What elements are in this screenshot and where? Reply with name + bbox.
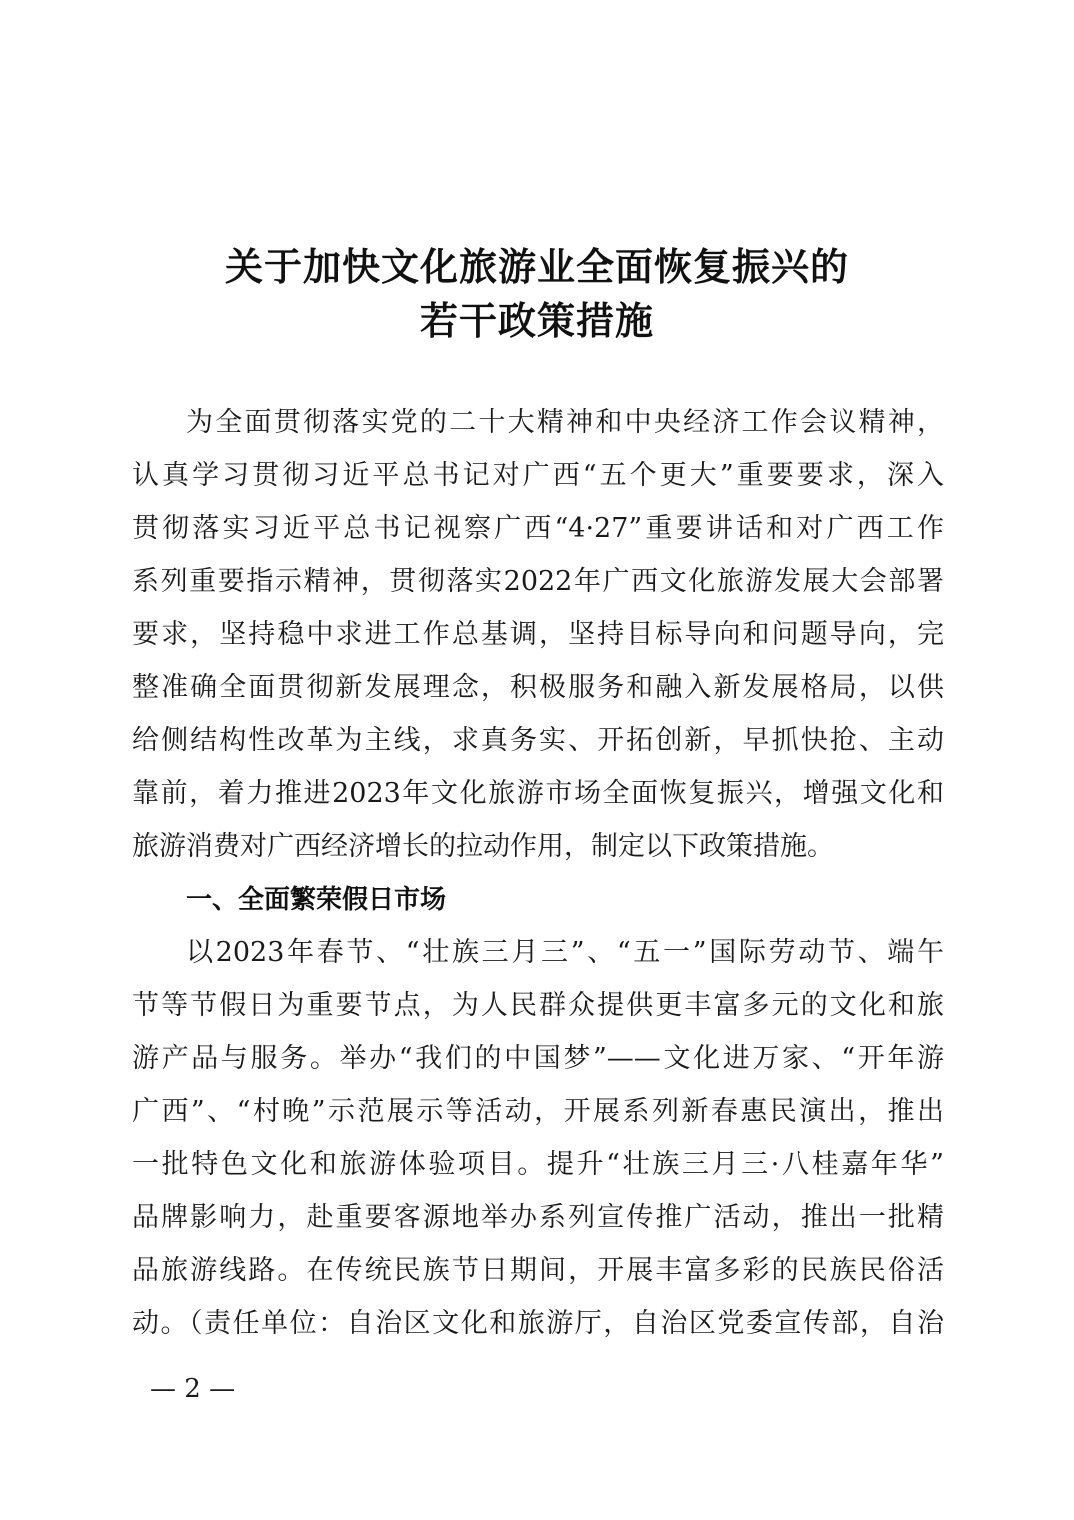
paragraph-line: 以2023年春节、“壮族三月三”、“五一”国际劳动节、端午 <box>186 937 944 968</box>
paragraph-line: 旅游消费对广西经济增长的拉动作用，制定以下政策措施。 <box>132 831 834 862</box>
paragraph-line: 贯彻落实习近平总书记视察广西“4·27”重要讲话和对广西工作 <box>132 513 944 544</box>
paragraph-line: 要求，坚持稳中求进工作总基调，坚持目标导向和问题导向，完 <box>132 619 944 650</box>
paragraph-line: 靠前，着力推进2023年文化旅游市场全面恢复振兴，增强文化和 <box>132 778 944 809</box>
paragraph-line: 给侧结构性改革为主线，求真务实、开拓创新，早抓快抢、主动 <box>132 725 944 756</box>
paragraph-line: 一批特色文化和旅游体验项目。提升“壮族三月三·八桂嘉年华” <box>132 1149 944 1180</box>
paragraph-line: 节等节假日为重要节点，为人民群众提供更丰富多元的文化和旅 <box>132 990 944 1021</box>
document-title-line-1: 关于加快文化旅游业全面恢复振兴的 <box>224 244 849 289</box>
section-heading: 一、全面繁荣假日市场 <box>186 885 447 915</box>
paragraph-line: 品旅游线路。在传统民族节日期间，开展丰富多彩的民族民俗活 <box>132 1255 944 1286</box>
paragraph-line: 动。（责任单位：自治区文化和旅游厅，自治区党委宣传部，自治 <box>132 1308 944 1339</box>
paragraph-line: 广西”、“村晚”示范展示等活动，开展系列新春惠民演出，推出 <box>132 1096 944 1127</box>
paragraph-line: 认真学习贯彻习近平总书记对广西“五个更大”重要要求，深入 <box>132 460 944 491</box>
paragraph-line: 游产品与服务。举办“我们的中国梦”——文化进万家、“开年游 <box>132 1043 944 1074</box>
paragraph-line: 品牌影响力，赴重要客源地举办系列宣传推广活动，推出一批精 <box>132 1202 944 1233</box>
paragraph-line: 整准确全面贯彻新发展理念，积极服务和融入新发展格局，以供 <box>132 672 944 703</box>
paragraph-line: 为全面贯彻落实党的二十大精神和中央经济工作会议精神， <box>186 407 944 438</box>
document-title-line-2: 若干政策措施 <box>419 298 654 343</box>
page-number: — 2 — <box>150 1374 236 1404</box>
paragraph-line: 系列重要指示精神，贯彻落实2022年广西文化旅游发展大会部署 <box>132 566 944 597</box>
